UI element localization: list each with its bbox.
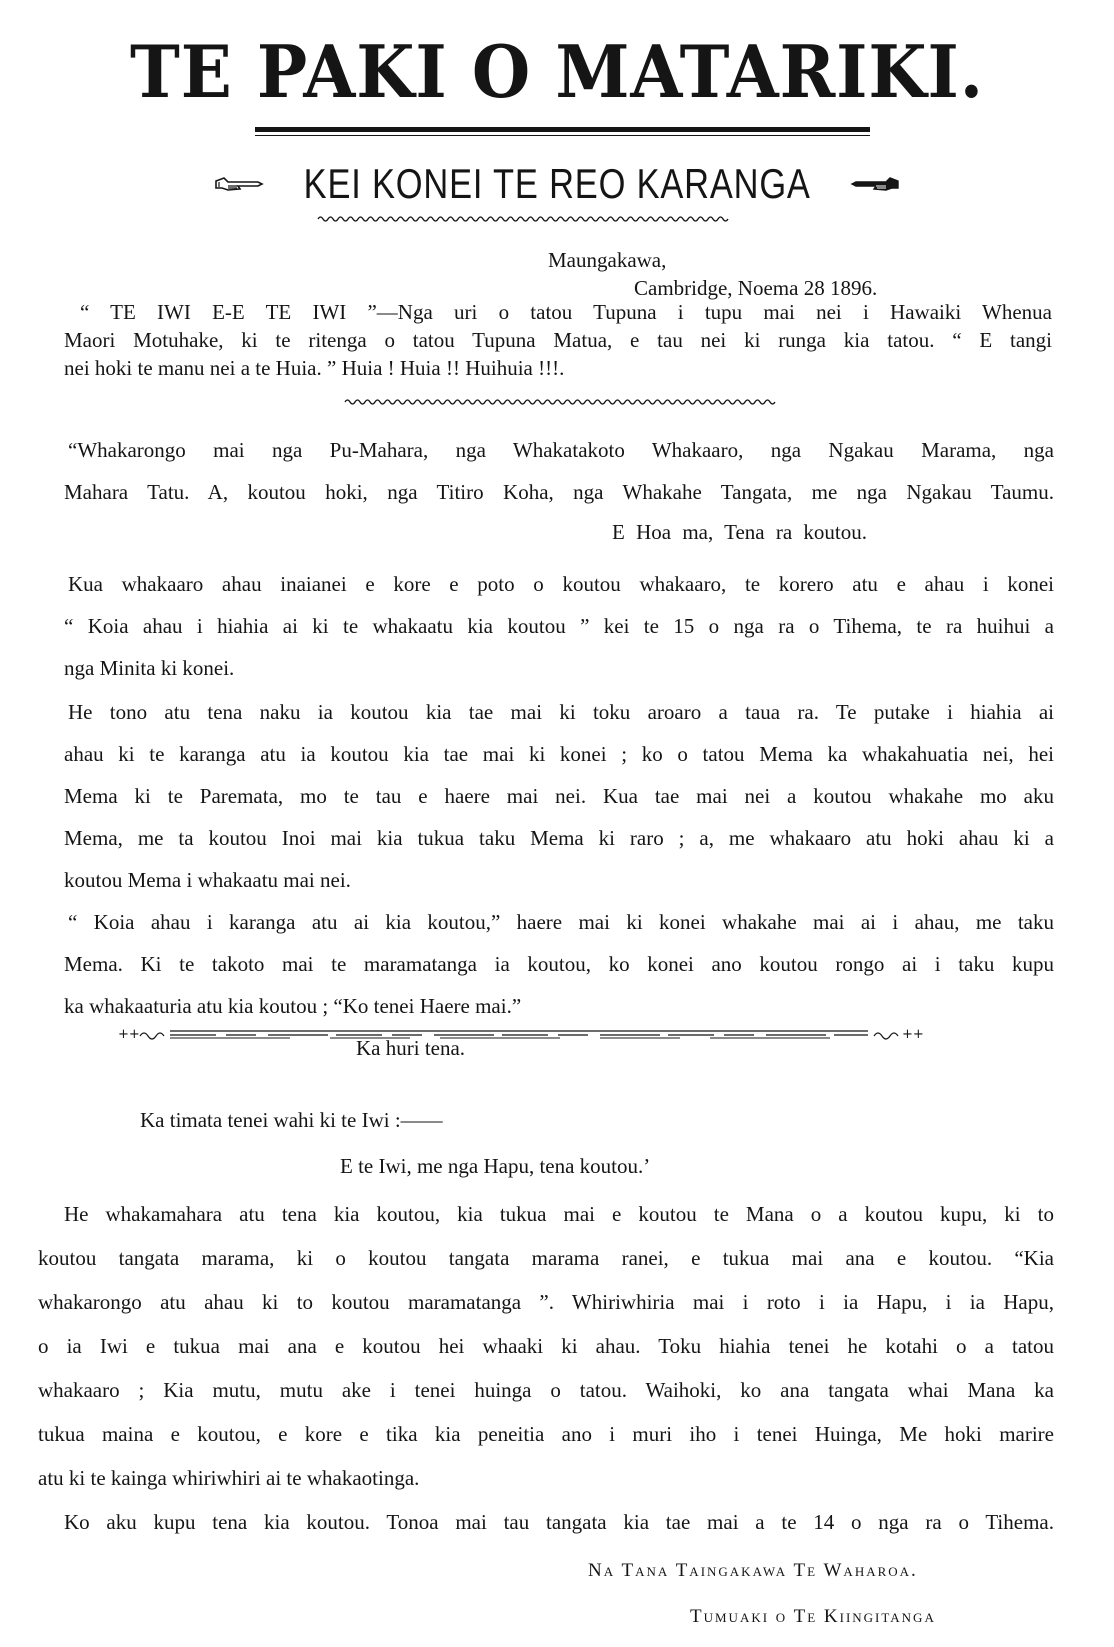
paragraph4-line-4: o ia Iwi e tukua mai ana e koutou hei whaaki ki ahau. Toku hiahia tenei he kotahi o a tatou xyxy=(38,1334,1054,1358)
paragraph4-line-2: koutou tangata marama, ki o koutou tangata marama ranei, e tukua mai ana e koutou. “Kia xyxy=(38,1246,1054,1270)
paragraph4-line-5: whakaaro ; Kia mutu, mutu ake i tenei huinga o tatou. Waihoki, ko ana tangata whai Mana ka xyxy=(38,1378,1054,1402)
paragraph1-line-1: Kua whakaaro ahau inaianei e kore e poto o koutou whakaaro, te korero atu e ahau i konei xyxy=(68,572,1054,596)
paragraph4-line-6: tukua maina e koutou, e kore e tika kia peneitia ano i muri iho i tenei Huinga, Me hoki marire xyxy=(38,1422,1054,1446)
ornamental-divider xyxy=(118,1027,924,1042)
paragraph4-line-3: whakarongo atu ahau ki to koutou maramatanga ”. Whiriwhiria mai i roto i ia Hapu, i ia Hapu, xyxy=(38,1290,1054,1314)
dateline-place: Maungakawa, xyxy=(548,248,667,272)
subtitle-row xyxy=(0,160,1114,208)
section2-opening: Ka timata tenei wahi ki te Iwi :—— xyxy=(140,1108,443,1132)
masthead-rule-thick xyxy=(255,127,870,132)
svg-text:++: ++ xyxy=(902,1027,924,1042)
pointing-hand-right-icon xyxy=(214,173,266,195)
address-line-1: “Whakarongo mai nga Pu-Mahara, nga Whakatakoto Whakaaro, nga Ngakau Marama, nga xyxy=(68,438,1054,462)
intro-line-1: “ TE IWI E-E TE IWI ”—Nga uri o tatou Tupuna i tupu mai nei i Hawaiki Whenua xyxy=(80,300,1052,324)
paragraph4-line-1: He whakamahara atu tena kia koutou, kia tukua mai e koutou te Mana o a koutou kupu, ki to xyxy=(64,1202,1054,1226)
address-greeting: E Hoa ma, Tena ra koutou. xyxy=(612,520,867,544)
section2-greeting: E te Iwi, me nga Hapu, tena koutou.’ xyxy=(340,1154,651,1178)
paragraph4-line-7: atu ki te kainga whiriwhiri ai te whakaotinga. xyxy=(38,1466,420,1490)
paragraph2-line-5: koutou Mema i whakaatu mai nei. xyxy=(64,868,351,892)
masthead-rule-thin xyxy=(255,135,870,136)
paragraph1-line-3: nga Minita ki konei. xyxy=(64,656,235,680)
signature-title: Tumuaki o Te Kiingitanga xyxy=(690,1606,936,1627)
wavy-divider-top xyxy=(318,215,728,223)
paragraph5-text: Ko aku kupu tena kia koutou. Tonoa mai tau tangata kia tae mai a te 14 o nga ra o Tihema. xyxy=(64,1510,1054,1534)
paragraph2-line-4: Mema, me ta koutou Inoi mai kia tukua taku Mema ki raro ; a, me whakaaro atu hoki ahau ki a xyxy=(64,826,1054,850)
paragraph2-line-2: ahau ki te karanga atu ia koutou kia tae mai ki konei ; ko o tatou Mema ka whakahuatia nei, hei xyxy=(64,742,1054,766)
subtitle-text: KEI KONEI TE REO KARANGA xyxy=(303,160,811,207)
signature-name: Na Tana Taingakawa Te Waharoa. xyxy=(588,1560,918,1581)
pointing-hand-left-icon xyxy=(848,173,900,195)
intro-line-2: Maori Motuhake, ki te ritenga o tatou Tupuna Matua, e tau nei ki runga kia tatou. “ E tangi xyxy=(64,328,1052,352)
paragraph1-line-2: “ Koia ahau i hiahia ai ki te whakaatu kia koutou ” kei te 15 o nga ra o Tihema, te ra huihui a xyxy=(64,614,1054,638)
paragraph2-line-3: Mema ki te Paremata, mo te tau e haere mai nei. Kua tae mai nei a koutou whakahe mo aku xyxy=(64,784,1054,808)
paragraph3-line-3: ka whakaaturia atu kia koutou ; “Ko tenei Haere mai.” xyxy=(64,994,522,1018)
address-line-2: Mahara Tatu. A, koutou hoki, nga Titiro Koha, nga Whakahe Tangata, me nga Ngakau Taumu. xyxy=(64,480,1054,504)
dateline-date: Cambridge, Noema 28 1896. xyxy=(634,276,878,300)
paragraph3-line-1: “ Koia ahau i karanga atu ai kia koutou,” haere mai ki konei whakahe mai ai i ahau, me taku xyxy=(68,910,1054,934)
paragraph3-closing: Ka huri tena. xyxy=(356,1036,466,1060)
paragraph3-line-2: Mema. Ki te takoto mai te maramatanga ia koutou, ko konei ano koutou rongo ai i taku kupu xyxy=(64,952,1054,976)
svg-text:++: ++ xyxy=(118,1027,140,1042)
intro-line-3: nei hoki te manu nei a te Huia. ” Huia ! Huia !! Huihuia !!!. xyxy=(64,356,565,380)
paragraph2-line-1: He tono atu tena naku ia koutou kia tae mai ki toku aroaro a taua ra. Te putake i hiahia ai xyxy=(68,700,1054,724)
masthead-title: TE PAKI O MATARIKI. xyxy=(129,29,985,114)
wavy-divider-middle xyxy=(345,398,775,406)
